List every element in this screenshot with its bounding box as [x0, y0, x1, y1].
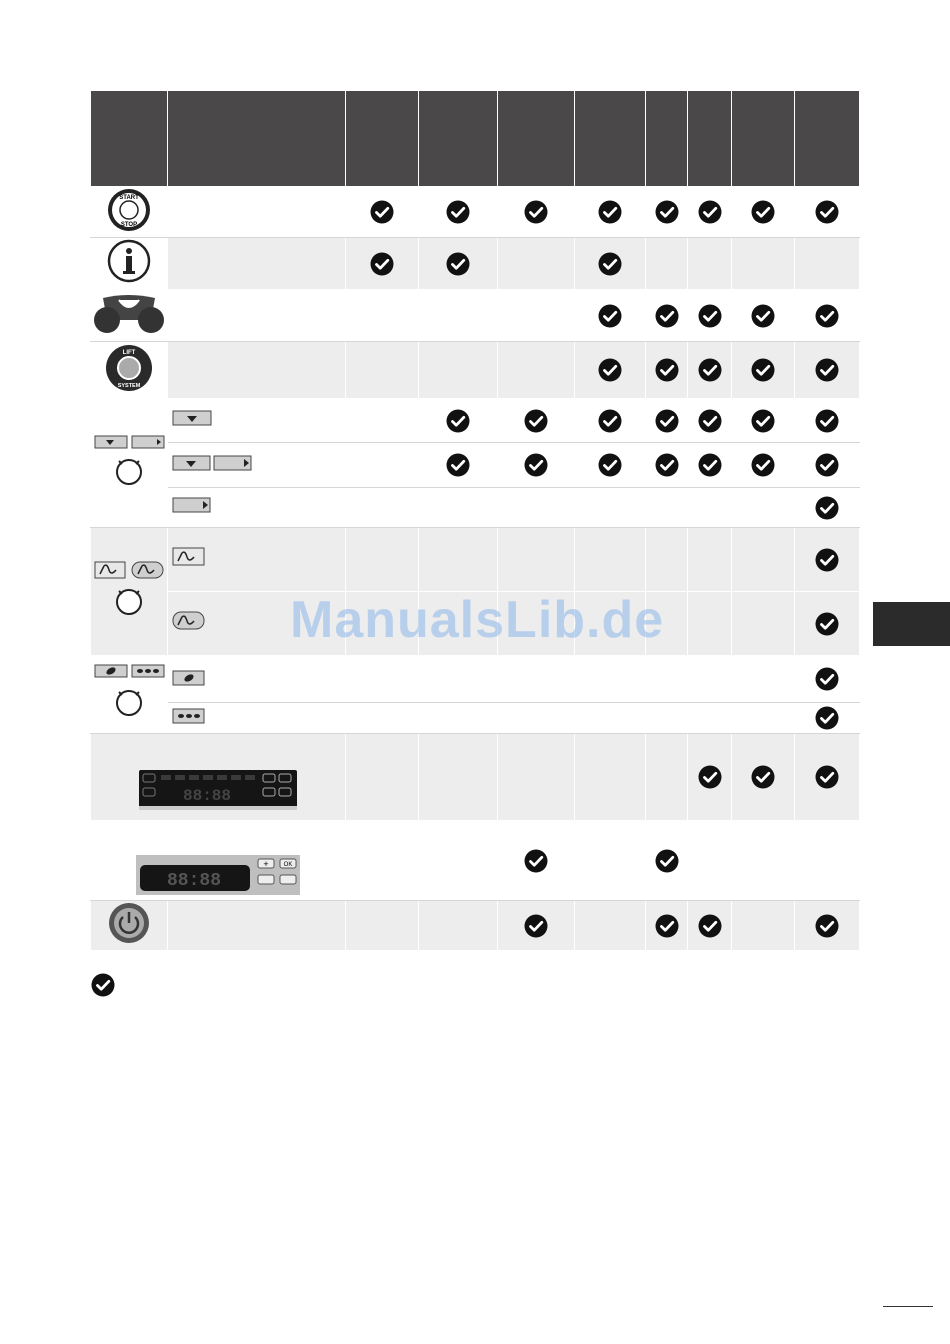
watermark: ManualsLib.de — [290, 591, 665, 649]
model-cell — [498, 734, 575, 821]
check-icon — [370, 200, 394, 224]
model-cell — [498, 656, 575, 703]
header-cell — [346, 91, 419, 187]
model-cell — [575, 342, 646, 399]
check-icon — [815, 612, 839, 636]
model-cell — [732, 238, 795, 290]
model-cell — [688, 528, 732, 592]
check-icon — [446, 453, 470, 477]
model-cell — [346, 703, 419, 734]
check-icon — [751, 200, 775, 224]
table-row — [91, 488, 860, 528]
header-cell — [168, 91, 346, 187]
model-cell — [688, 290, 732, 342]
header-cell — [688, 91, 732, 187]
model-cell — [795, 290, 860, 342]
table-row — [91, 238, 860, 290]
table-row — [91, 399, 860, 443]
table-row — [91, 703, 860, 734]
check-icon — [815, 765, 839, 789]
row-label — [168, 187, 346, 238]
row-label — [168, 901, 346, 951]
check-icon — [524, 409, 548, 433]
table-row — [91, 342, 860, 399]
svg-text:OK: OK — [283, 862, 293, 868]
check-icon — [446, 200, 470, 224]
model-cell — [688, 399, 732, 443]
svg-text:88:88: 88:88 — [166, 871, 222, 891]
model-cell — [419, 187, 498, 238]
check-icon — [815, 409, 839, 433]
header-row — [91, 91, 860, 187]
check-icon — [815, 453, 839, 477]
model-cell — [795, 734, 860, 821]
model-cell — [575, 656, 646, 703]
table-row — [91, 901, 860, 951]
power-icon — [91, 901, 168, 951]
model-cell — [795, 399, 860, 443]
table-row — [91, 290, 860, 342]
feature-table — [90, 90, 860, 951]
model-cell — [732, 399, 795, 443]
model-cell — [795, 528, 860, 592]
model-cell — [346, 399, 419, 443]
model-cell — [498, 342, 575, 399]
check-icon — [698, 409, 722, 433]
model-cell — [795, 656, 860, 703]
check-icon — [598, 453, 622, 477]
header-cell — [732, 91, 795, 187]
header-cell — [419, 91, 498, 187]
model-cell — [419, 703, 498, 734]
model-cell — [346, 821, 419, 901]
model-cell — [646, 399, 688, 443]
start-stop-icon — [91, 187, 168, 238]
model-cell — [795, 238, 860, 290]
model-cell — [419, 290, 498, 342]
model-cell — [688, 901, 732, 951]
table-row — [91, 528, 860, 592]
svg-text:LIFT: LIFT — [122, 349, 136, 356]
model-cell — [419, 734, 498, 821]
model-cell — [575, 238, 646, 290]
check-icon — [751, 765, 775, 789]
cycle-selection-icon — [91, 399, 168, 528]
model-cell — [646, 290, 688, 342]
model-cell — [498, 821, 575, 901]
check-icon — [524, 200, 548, 224]
model-cell — [346, 656, 419, 703]
model-cell — [646, 734, 688, 821]
table-row — [91, 443, 860, 488]
check-icon — [598, 358, 622, 382]
check-icon — [524, 914, 548, 938]
check-icon — [815, 304, 839, 328]
check-icon — [751, 409, 775, 433]
table-row — [91, 821, 860, 901]
control-box-display-1 — [91, 734, 346, 821]
model-cell — [498, 528, 575, 592]
check-icon — [815, 667, 839, 691]
model-cell — [688, 238, 732, 290]
model-cell — [795, 703, 860, 734]
svg-text:88:88: 88:88 — [182, 786, 232, 805]
check-icon — [655, 304, 679, 328]
cycle-floor-icon — [168, 399, 346, 443]
model-cell — [795, 342, 860, 399]
model-cell — [795, 901, 860, 951]
debris-type-icon — [91, 656, 168, 734]
twin-brush-icon — [91, 290, 168, 342]
model-cell — [346, 734, 419, 821]
header-cell — [646, 91, 688, 187]
debris-light-icon — [168, 656, 346, 703]
model-cell — [419, 342, 498, 399]
model-cell — [646, 656, 688, 703]
check-icon — [698, 914, 722, 938]
check-icon — [655, 914, 679, 938]
model-cell — [575, 703, 646, 734]
svg-text:START: START — [119, 194, 139, 201]
model-cell — [732, 342, 795, 399]
model-cell — [575, 290, 646, 342]
mode-standard-icon — [168, 528, 346, 592]
header-cell — [91, 91, 168, 187]
check-icon — [815, 914, 839, 938]
check-icon — [598, 200, 622, 224]
check-icon — [655, 453, 679, 477]
debris-heavy-icon — [168, 703, 346, 734]
model-cell — [346, 901, 419, 951]
control-box-display-2 — [91, 821, 346, 901]
model-cell — [346, 528, 419, 592]
model-cell — [346, 187, 419, 238]
model-cell — [575, 187, 646, 238]
header-cell — [795, 91, 860, 187]
model-cell — [346, 443, 419, 488]
model-cell — [419, 656, 498, 703]
check-icon — [598, 304, 622, 328]
model-cell — [732, 821, 795, 901]
check-icon — [698, 358, 722, 382]
cycle-floor-walls-icon — [168, 443, 346, 488]
model-cell — [575, 488, 646, 528]
header-cell — [575, 91, 646, 187]
check-icon — [698, 453, 722, 477]
model-cell — [688, 734, 732, 821]
cleaning-mode-icon — [91, 528, 168, 656]
table-row — [91, 656, 860, 703]
check-icon — [655, 409, 679, 433]
model-cell — [732, 703, 795, 734]
model-cell — [575, 821, 646, 901]
row-label — [168, 238, 346, 290]
row-label — [168, 290, 346, 342]
page-number-rule — [883, 1306, 933, 1307]
model-cell — [688, 488, 732, 528]
check-icon — [524, 849, 548, 873]
model-cell — [795, 488, 860, 528]
model-cell — [688, 342, 732, 399]
model-cell — [419, 488, 498, 528]
model-cell — [575, 901, 646, 951]
model-cell — [419, 399, 498, 443]
check-icon — [655, 849, 679, 873]
check-icon — [655, 358, 679, 382]
model-cell — [732, 901, 795, 951]
model-cell — [346, 238, 419, 290]
check-icon — [370, 252, 394, 276]
header-cell — [498, 91, 575, 187]
model-cell — [795, 443, 860, 488]
chapter-tab — [873, 602, 950, 646]
model-cell — [575, 399, 646, 443]
svg-text:STOP: STOP — [120, 221, 138, 228]
check-circle-icon — [91, 973, 115, 997]
model-cell — [646, 901, 688, 951]
model-cell — [646, 703, 688, 734]
model-cell — [575, 528, 646, 592]
model-cell — [646, 488, 688, 528]
model-cell — [498, 901, 575, 951]
model-cell — [688, 821, 732, 901]
check-icon — [598, 409, 622, 433]
check-icon — [524, 453, 548, 477]
check-icon — [698, 304, 722, 328]
check-icon — [446, 409, 470, 433]
check-icon — [815, 706, 839, 730]
check-icon — [446, 252, 470, 276]
model-cell — [732, 290, 795, 342]
svg-text:+: + — [263, 859, 269, 869]
model-cell — [795, 592, 860, 656]
cycle-walls-icon — [168, 488, 346, 528]
table-row — [91, 187, 860, 238]
model-cell — [498, 443, 575, 488]
model-cell — [795, 821, 860, 901]
model-cell — [419, 528, 498, 592]
check-icon — [698, 200, 722, 224]
model-cell — [646, 528, 688, 592]
model-cell — [688, 443, 732, 488]
model-cell — [646, 821, 688, 901]
model-cell — [646, 342, 688, 399]
model-cell — [498, 238, 575, 290]
model-cell — [646, 238, 688, 290]
svg-text:SYSTEM: SYSTEM — [117, 382, 141, 389]
check-icon — [815, 548, 839, 572]
model-cell — [795, 187, 860, 238]
check-icon — [815, 496, 839, 520]
model-cell — [575, 734, 646, 821]
check-icon — [598, 252, 622, 276]
model-cell — [646, 443, 688, 488]
model-cell — [732, 488, 795, 528]
model-cell — [498, 187, 575, 238]
model-cell — [346, 488, 419, 528]
model-cell — [688, 592, 732, 656]
model-cell — [732, 592, 795, 656]
info-icon — [91, 238, 168, 290]
model-cell — [688, 656, 732, 703]
model-cell — [575, 443, 646, 488]
model-cell — [498, 399, 575, 443]
model-cell — [732, 656, 795, 703]
model-cell — [419, 238, 498, 290]
check-icon — [655, 200, 679, 224]
check-icon — [751, 304, 775, 328]
model-cell — [419, 901, 498, 951]
model-cell — [688, 703, 732, 734]
check-icon — [815, 358, 839, 382]
model-cell — [646, 187, 688, 238]
row-label — [168, 342, 346, 399]
model-cell — [732, 528, 795, 592]
model-cell — [688, 187, 732, 238]
model-cell — [732, 734, 795, 821]
lift-system-icon — [91, 342, 168, 399]
model-cell — [498, 703, 575, 734]
check-icon — [698, 765, 722, 789]
check-icon — [815, 200, 839, 224]
model-cell — [732, 443, 795, 488]
model-cell — [346, 342, 419, 399]
table-row — [91, 734, 860, 821]
check-icon — [751, 453, 775, 477]
model-cell — [346, 290, 419, 342]
model-cell — [498, 290, 575, 342]
model-cell — [732, 187, 795, 238]
model-cell — [419, 443, 498, 488]
model-cell — [419, 821, 498, 901]
model-cell — [498, 488, 575, 528]
check-icon — [751, 358, 775, 382]
